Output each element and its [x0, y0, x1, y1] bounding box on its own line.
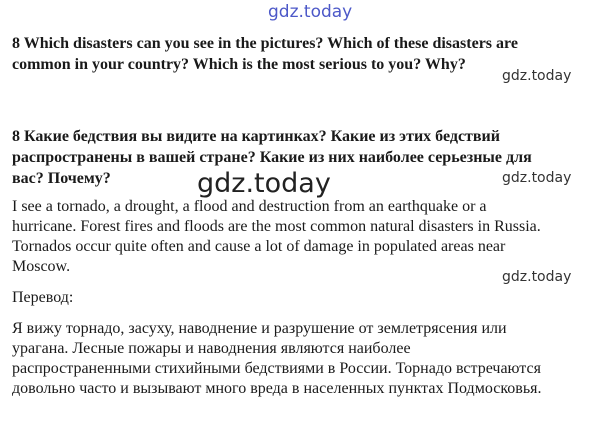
text-line: довольно часто и вызывают много вреда в населенных пунктах Подмосковья. [12, 380, 542, 397]
text-line: Я вижу торнадо, засуху, наводнение и разрушение от землетрясения или [12, 320, 507, 337]
text-line: I see a tornado, a drought, a flood and destruction from an earthquake or a [12, 198, 487, 215]
text-line: распространенными стихийными бедствиями в России. Торнадо встречаются [12, 360, 541, 377]
watermark-small: gdz.today [502, 170, 572, 186]
text-line: 8 Какие бедствия вы видите на картинках? Какие из этих бедствий [12, 128, 500, 145]
text-line: распространены в вашей стране? Какие из них наиболее серьезные для [12, 149, 532, 166]
watermark-large: gdz.today [197, 168, 331, 199]
text-line: common in your country? Which is the most serious to you? Why? [12, 56, 466, 73]
watermark-small: gdz.today [502, 269, 572, 285]
watermark-small: gdz.today [502, 68, 572, 84]
watermark-top: gdz.today [268, 2, 353, 22]
text-line: Moscow. [12, 258, 71, 275]
translation-label: Перевод: [12, 289, 74, 306]
answer-english [12, 197, 602, 277]
text-line: Tornados occur quite often and cause a lot of damage in populated areas near [12, 238, 506, 255]
text-line: 8 Which disasters can you see in the pictures? Which of these disasters are [12, 35, 518, 52]
translation-text [12, 319, 602, 399]
text-line: hurricane. Forest fires and floods are the most common natural disasters in Russia. [12, 218, 541, 235]
text-line: урагана. Лесные пожары и наводнения являются наиболее [12, 340, 411, 357]
text-line: вас? Почему? [12, 170, 111, 187]
